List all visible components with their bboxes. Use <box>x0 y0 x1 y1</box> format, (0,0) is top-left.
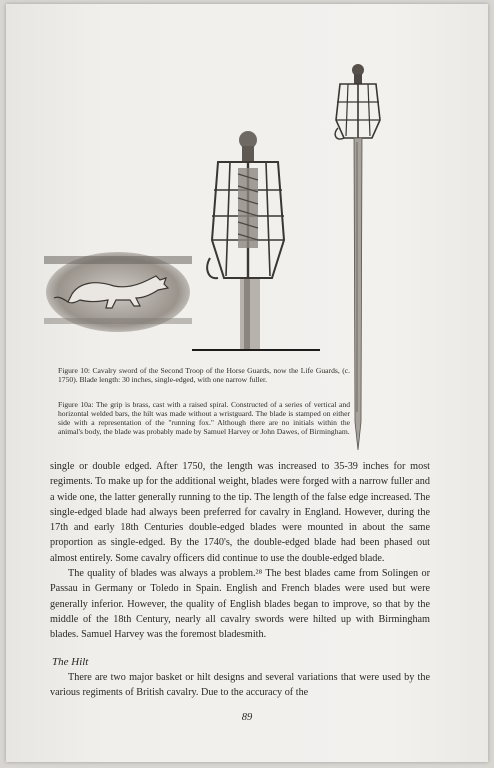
paragraph: There are two major basket or hilt designs and several variations that were used by the various regiments of British cavalry. Due to the accuracy of the <box>50 672 430 699</box>
body-text-block <box>50 670 430 701</box>
figure-divider <box>192 349 320 351</box>
figure-10-caption: Figure 10: Cavalry sword of the Second Troop of the Horse Guards, now the Life Guards, (c. 1750). Blade length: 30 inches, single-edged, with one narrow fuller. <box>58 366 350 384</box>
basket-hilt-photo <box>200 128 292 350</box>
section-heading: The Hilt <box>52 656 89 668</box>
paragraph: The quality of blades was always a problem.²⁸ The best blades came from Solingen or Passau in Germany or Toledo in Spain. English and French blades were used but were generally inferior. However, the quality of English blades began to improve, so that by the middle of the 18th Century, nearly all cavalry swords were hilted up with Birmingham blades. Samuel Harvey was the foremost bladesmith. <box>50 568 430 641</box>
running-fox-stamp-photo <box>44 242 192 334</box>
body-text-block <box>50 459 430 643</box>
paragraph: single or double edged. After 1750, the length was increased to 35-39 inches for most regiments. To make up for the additional weight, blades were forged with a narrow fuller and a wide one, the latter generally running to the tip. The length of the false edge increased. The single-edged blade had always been preferred for cavalry in England. However, during the 17th and early 18th Centuries double-edged blades were mounted in about the same proportion as single-edged. By the 1740's, the double-edged blade had been phased out almost entirely. Some cavalry officers did continue to use the double-edged blade. <box>50 461 430 564</box>
figure-10a-caption: Figure 10a: The grip is brass, cast with a raised spiral. Constructed of a series of vertical and horizontal welded bars, the hilt was made without a wristguard. The blade is stamped on either side with a representation of the "running fox." Although there are no initials within the animal's body, the blade was probably made by Samuel Harvey or John Dawes, of Birmingham. <box>58 400 350 436</box>
page-number: 89 <box>241 712 253 723</box>
book-page <box>6 4 488 762</box>
full-sword-photo <box>332 62 384 452</box>
